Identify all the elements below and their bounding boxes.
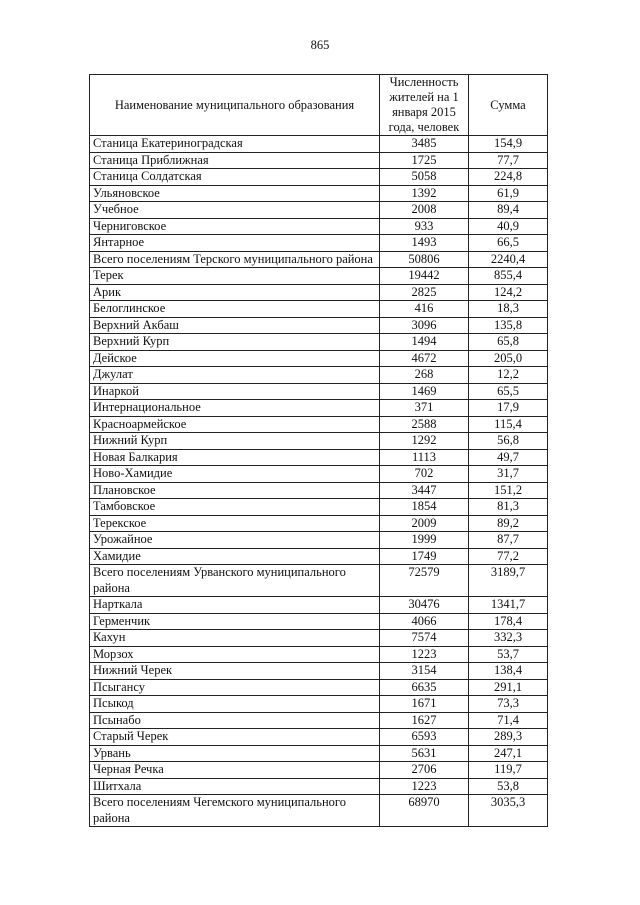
population-cell: 3154 [380, 663, 469, 680]
sum-cell: 81,3 [469, 499, 548, 516]
population-cell: 3096 [380, 317, 469, 334]
population-cell: 2706 [380, 762, 469, 779]
municipality-cell: Шитхала [90, 778, 380, 795]
sum-cell: 138,4 [469, 663, 548, 680]
municipality-cell: Ульяновское [90, 185, 380, 202]
population-cell: 702 [380, 466, 469, 483]
table-body [90, 136, 548, 827]
sum-cell: 124,2 [469, 284, 548, 301]
header-population: Численность жителей на 1 января 2015 года, человек [380, 75, 469, 136]
municipality-cell: Станица Екатериноградская [90, 136, 380, 153]
sum-cell: 89,4 [469, 202, 548, 219]
table-row [90, 778, 548, 795]
table-row [90, 630, 548, 647]
municipality-cell: Урвань [90, 745, 380, 762]
table-row [90, 762, 548, 779]
population-cell: 1113 [380, 449, 469, 466]
page-number: 865 [310, 38, 330, 52]
table-row [90, 169, 548, 186]
sum-cell: 2240,4 [469, 251, 548, 268]
population-cell: 1493 [380, 235, 469, 252]
sum-cell: 56,8 [469, 433, 548, 450]
table-row [90, 367, 548, 384]
table-row [90, 482, 548, 499]
sum-cell: 291,1 [469, 679, 548, 696]
table-row [90, 284, 548, 301]
municipality-cell: Псынабо [90, 712, 380, 729]
table-row [90, 152, 548, 169]
sum-cell: 77,2 [469, 548, 548, 565]
population-cell: 3485 [380, 136, 469, 153]
population-cell: 6635 [380, 679, 469, 696]
municipality-cell: Морзох [90, 646, 380, 663]
municipality-cell: Дейское [90, 350, 380, 367]
sum-cell: 115,4 [469, 416, 548, 433]
municipality-cell: Всего поселениям Урванского муниципального района [90, 565, 380, 597]
sum-cell: 855,4 [469, 268, 548, 285]
table-row [90, 218, 548, 235]
municipality-cell: Белоглинское [90, 301, 380, 318]
population-cell: 30476 [380, 597, 469, 614]
population-cell: 2008 [380, 202, 469, 219]
table-row [90, 729, 548, 746]
population-cell: 50806 [380, 251, 469, 268]
table-row [90, 597, 548, 614]
municipality-cell: Псыкод [90, 696, 380, 713]
sum-cell: 151,2 [469, 482, 548, 499]
table-row [90, 334, 548, 351]
municipality-cell: Верхний Акбаш [90, 317, 380, 334]
population-cell: 5631 [380, 745, 469, 762]
sum-cell: 53,7 [469, 646, 548, 663]
sum-cell: 61,9 [469, 185, 548, 202]
sum-cell: 71,4 [469, 712, 548, 729]
table-row [90, 136, 548, 153]
sum-cell: 3035,3 [469, 795, 548, 827]
population-cell: 6593 [380, 729, 469, 746]
population-cell: 1392 [380, 185, 469, 202]
population-cell: 933 [380, 218, 469, 235]
table-row [90, 696, 548, 713]
sum-cell: 178,4 [469, 613, 548, 630]
municipality-cell: Интернациональное [90, 400, 380, 417]
population-cell: 1469 [380, 383, 469, 400]
municipality-cell: Черная Речка [90, 762, 380, 779]
municipality-cell: Красноармейское [90, 416, 380, 433]
sum-cell: 224,8 [469, 169, 548, 186]
population-cell: 2009 [380, 515, 469, 532]
municipality-cell: Хамидие [90, 548, 380, 565]
table-row [90, 532, 548, 549]
table-row [90, 613, 548, 630]
population-cell: 1749 [380, 548, 469, 565]
municipality-cell: Станица Приближная [90, 152, 380, 169]
population-cell: 7574 [380, 630, 469, 647]
table-row [90, 416, 548, 433]
population-cell: 3447 [380, 482, 469, 499]
population-cell: 1223 [380, 646, 469, 663]
population-cell: 1627 [380, 712, 469, 729]
sum-cell: 1341,7 [469, 597, 548, 614]
municipality-cell: Кахун [90, 630, 380, 647]
table-row [90, 383, 548, 400]
sum-cell: 17,9 [469, 400, 548, 417]
table-row [90, 548, 548, 565]
sum-cell: 65,8 [469, 334, 548, 351]
municipality-cell: Новая Балкария [90, 449, 380, 466]
population-cell: 1292 [380, 433, 469, 450]
municipality-cell: Терекское [90, 515, 380, 532]
population-cell: 4672 [380, 350, 469, 367]
sum-cell: 53,8 [469, 778, 548, 795]
table-row [90, 433, 548, 450]
sum-cell: 31,7 [469, 466, 548, 483]
population-cell: 68970 [380, 795, 469, 827]
table-row [90, 251, 548, 268]
municipality-cell: Герменчик [90, 613, 380, 630]
sum-cell: 12,2 [469, 367, 548, 384]
municipality-cell: Джулат [90, 367, 380, 384]
population-cell: 5058 [380, 169, 469, 186]
municipality-cell: Арик [90, 284, 380, 301]
table-row [90, 350, 548, 367]
municipality-cell: Янтарное [90, 235, 380, 252]
table-row [90, 185, 548, 202]
municipality-cell: Урожайное [90, 532, 380, 549]
header-municipality: Наименование муниципального образования [90, 75, 380, 136]
sum-cell: 77,7 [469, 152, 548, 169]
table-row [90, 268, 548, 285]
population-cell: 2825 [380, 284, 469, 301]
sum-cell: 332,3 [469, 630, 548, 647]
municipality-cell: Верхний Курп [90, 334, 380, 351]
table-row [90, 515, 548, 532]
municipality-cell: Плановское [90, 482, 380, 499]
population-cell: 1725 [380, 152, 469, 169]
municipality-cell: Терек [90, 268, 380, 285]
table-row [90, 499, 548, 516]
population-cell: 1494 [380, 334, 469, 351]
municipality-cell: Станица Солдатская [90, 169, 380, 186]
municipality-cell: Учебное [90, 202, 380, 219]
sum-cell: 205,0 [469, 350, 548, 367]
population-cell: 1223 [380, 778, 469, 795]
table-row [90, 466, 548, 483]
municipality-cell: Старый Черек [90, 729, 380, 746]
population-cell: 72579 [380, 565, 469, 597]
population-cell: 19442 [380, 268, 469, 285]
table-row [90, 449, 548, 466]
population-cell: 1671 [380, 696, 469, 713]
table-row [90, 646, 548, 663]
population-cell: 4066 [380, 613, 469, 630]
population-table [89, 74, 548, 827]
municipality-cell: Всего поселениям Терского муниципального района [90, 251, 380, 268]
table-row [90, 679, 548, 696]
municipality-cell: Черниговское [90, 218, 380, 235]
table-row [90, 712, 548, 729]
table-row [90, 565, 548, 597]
sum-cell: 49,7 [469, 449, 548, 466]
sum-cell: 66,5 [469, 235, 548, 252]
sum-cell: 289,3 [469, 729, 548, 746]
municipality-cell: Нижний Курп [90, 433, 380, 450]
population-cell: 268 [380, 367, 469, 384]
population-cell: 1854 [380, 499, 469, 516]
municipality-cell: Инаркой [90, 383, 380, 400]
table-row [90, 317, 548, 334]
sum-cell: 18,3 [469, 301, 548, 318]
header-sum: Сумма [469, 75, 548, 136]
population-cell: 1999 [380, 532, 469, 549]
table-row [90, 663, 548, 680]
table-row [90, 795, 548, 827]
population-cell: 2588 [380, 416, 469, 433]
sum-cell: 89,2 [469, 515, 548, 532]
sum-cell: 135,8 [469, 317, 548, 334]
table-row [90, 745, 548, 762]
municipality-cell: Псыгансу [90, 679, 380, 696]
sum-cell: 3189,7 [469, 565, 548, 597]
table-row [90, 301, 548, 318]
population-cell: 371 [380, 400, 469, 417]
sum-cell: 65,5 [469, 383, 548, 400]
municipality-cell: Нарткала [90, 597, 380, 614]
sum-cell: 247,1 [469, 745, 548, 762]
sum-cell: 87,7 [469, 532, 548, 549]
table-row [90, 202, 548, 219]
population-cell: 416 [380, 301, 469, 318]
table-header-row [90, 75, 548, 136]
sum-cell: 154,9 [469, 136, 548, 153]
table-row [90, 400, 548, 417]
table-row [90, 235, 548, 252]
municipality-cell: Всего поселениям Чегемского муниципального района [90, 795, 380, 827]
sum-cell: 40,9 [469, 218, 548, 235]
municipality-cell: Нижний Черек [90, 663, 380, 680]
municipality-cell: Ново-Хамидие [90, 466, 380, 483]
sum-cell: 119,7 [469, 762, 548, 779]
municipality-cell: Тамбовское [90, 499, 380, 516]
sum-cell: 73,3 [469, 696, 548, 713]
